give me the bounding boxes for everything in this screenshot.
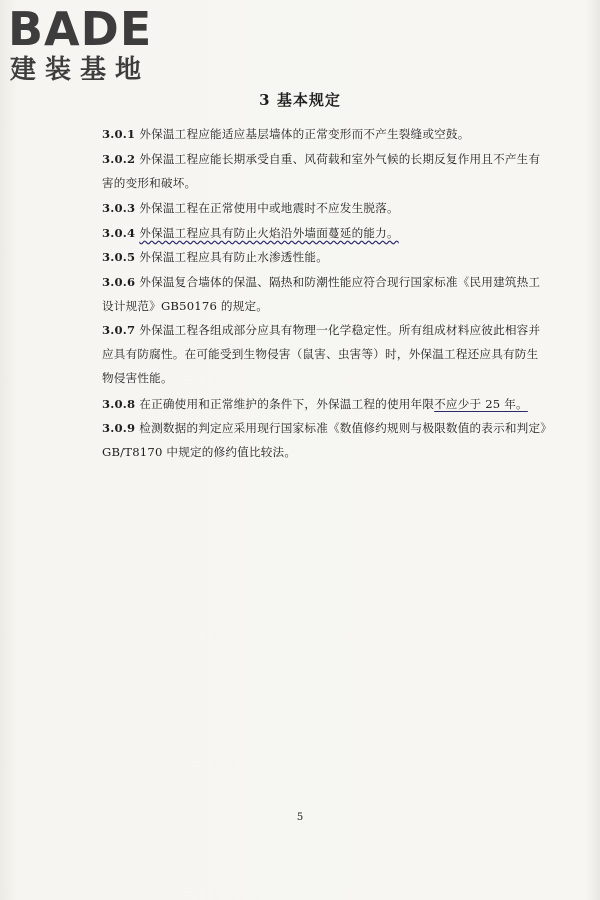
clause-text: 外保温复合墙体的保温、隔热和防潮性能应符合现行国家标准《民用建筑热工设计规范》GB50176 的规定。 — [102, 275, 541, 313]
clause-number: 3.0.7 — [102, 323, 136, 337]
section-title: 3 基本规定 — [259, 91, 341, 109]
clause-number: 3.0.5 — [102, 250, 136, 264]
clause-text: 外保温工程应具有防止水渗透性能。 — [139, 250, 328, 264]
clause-number: 3.0.1 — [102, 127, 136, 141]
page-number: 5 — [296, 812, 304, 823]
bade-logo — [8, 4, 188, 90]
clause-text-underlined: 不应少于 25 年。 — [434, 397, 528, 411]
logo-sub-text: 建装基地 — [10, 55, 151, 85]
clause-3-0-1 — [102, 122, 550, 146]
clause-text: 外保温工程应能长期承受自重、风荷载和室外气候的长期反复作用且不产生有害的变形和破坏。 — [102, 152, 541, 190]
clause-text: 外保温工程各组成部分应具有物理一化学稳定性。所有组成材料应彼此相容并应具有防腐性。在可能受到生物侵害（鼠害、虫害等）时，外保温工程还应具有防生物侵害性能。 — [102, 323, 541, 385]
logo-main-text: BADE — [8, 2, 153, 56]
clause-3-0-9 — [102, 416, 550, 464]
clause-number: 3.0.3 — [102, 201, 136, 215]
clause-number: 3.0.4 — [102, 226, 136, 240]
clause-3-0-4 — [102, 221, 550, 245]
clause-3-0-5 — [102, 245, 550, 269]
clause-number: 3.0.9 — [102, 421, 136, 435]
clause-3-0-8 — [102, 392, 550, 416]
clause-text: 检测数据的判定应采用现行国家标准《数值修约规则与极限数值的表示和判定》GB/T8170 中规定的修约值比较法。 — [102, 421, 547, 459]
clause-3-0-2 — [102, 147, 550, 195]
clause-text: 在正确使用和正常维护的条件下，外保温工程的使用年限 — [139, 397, 435, 411]
clause-text-underlined: 外保温工程应具有防止火焰沿外墙面蔓延的能力。 — [139, 226, 399, 240]
clause-number: 3.0.6 — [102, 275, 136, 289]
clause-number: 3.0.8 — [102, 397, 136, 411]
clause-3-0-6 — [102, 270, 550, 318]
clause-text: 外保温工程在正常使用中或地震时不应发生脱落。 — [139, 201, 399, 215]
clause-3-0-3 — [102, 196, 550, 220]
clause-number: 3.0.2 — [102, 152, 136, 166]
clause-3-0-7 — [102, 318, 550, 390]
clause-text: 外保温工程应能适应基层墙体的正常变形而不产生裂缝或空鼓。 — [139, 127, 470, 141]
